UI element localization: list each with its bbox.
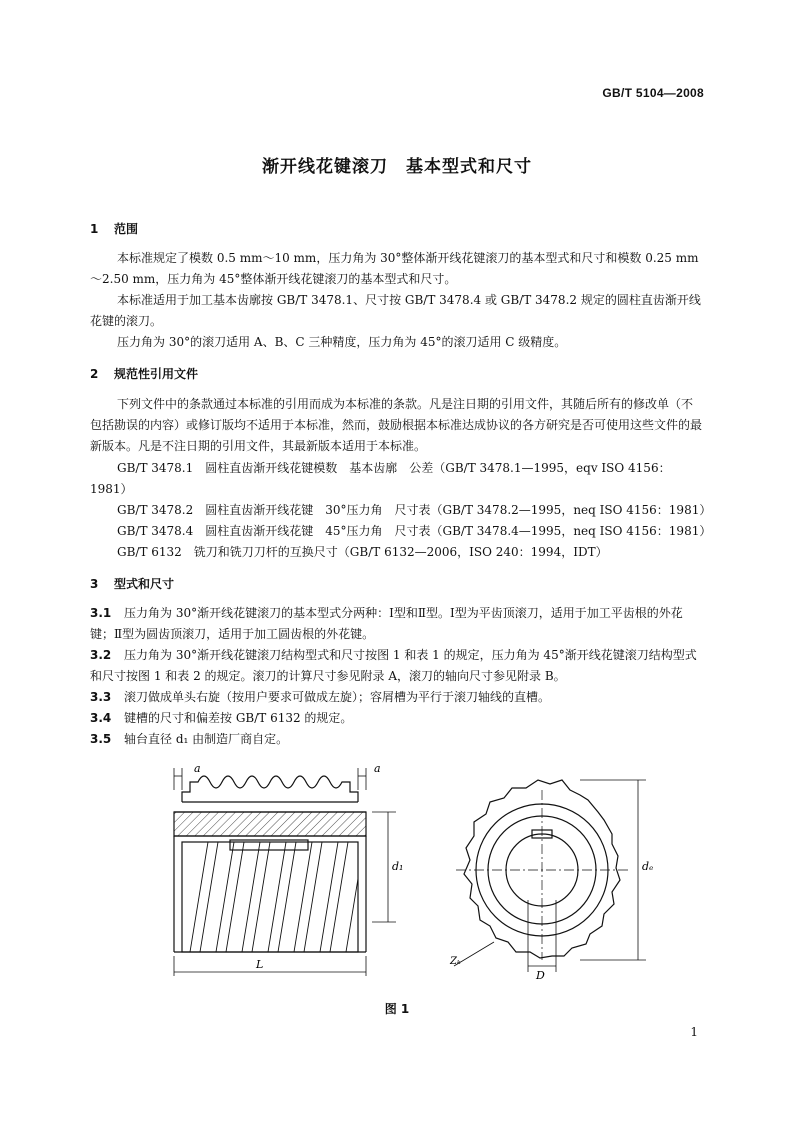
hob-front-view bbox=[456, 780, 628, 960]
clause-text: 压力角为 30°渐开线花键滚刀的基本型式分两种：Ⅰ型和Ⅱ型。Ⅰ型为平齿顶滚刀，适用于加工平齿根的外花键；Ⅱ型为圆齿顶滚刀，适用于加工圆齿根的外花键。 bbox=[90, 606, 683, 641]
clause-3-4 bbox=[90, 708, 704, 729]
clause-text: 滚刀做成单头右旋（按用户要求可做成左旋）；容屑槽为平行于滚刀轴线的直槽。 bbox=[124, 690, 551, 704]
hob-side-view bbox=[174, 776, 366, 952]
dim-label-zk: Zₖ bbox=[450, 956, 461, 967]
front-dimension-lines bbox=[454, 780, 646, 972]
clause-text: 键槽的尺寸和偏差按 GB/T 6132 的规定。 bbox=[124, 711, 353, 725]
clause-text: 压力角为 30°渐开线花键滚刀结构型式和尺寸按图 1 和表 1 的规定，压力角为 45°渐开线花键滚刀结构型式和尺寸按图 1 和表 2 的规定。滚刀的计算尺寸参见附录 A，滚刀的轴向尺寸参见附录 B。 bbox=[90, 648, 697, 683]
reference-item: GB/T 3478.2 圆柱直齿渐开线花键 30°压力角 尺寸表（GB/T 3478.2—1995，neq ISO 4156：1981） bbox=[117, 503, 712, 517]
clause-3-5 bbox=[90, 729, 704, 750]
standard-number: GB/T 5104—2008 bbox=[602, 86, 704, 100]
section-title: 型式和尺寸 bbox=[114, 577, 175, 591]
dim-label-D: D bbox=[536, 969, 545, 982]
clause-number: 3.1 bbox=[90, 606, 112, 620]
dim-label-a-right: a bbox=[374, 762, 381, 775]
clause-number: 3.3 bbox=[90, 690, 112, 704]
section-title: 范围 bbox=[114, 222, 139, 236]
page-number: 1 bbox=[690, 1025, 698, 1039]
reference-item: GB/T 6132 铣刀和铣刀刀杆的互换尺寸（GB/T 6132—2006，ISO 240：1994，IDT） bbox=[117, 545, 608, 559]
section-number: 3 bbox=[90, 577, 99, 591]
dim-label-a-left: a bbox=[194, 762, 201, 775]
clause-number: 3.5 bbox=[90, 732, 112, 746]
page-title: 渐开线花键滚刀 基本型式和尺寸 bbox=[262, 157, 532, 177]
scope-paragraph-2: 本标准适用于加工基本齿廓按 GB/T 3478.1、尺寸按 GB/T 3478.4 或 GB/T 3478.2 规定的圆柱直齿渐开线花键的滚刀。 bbox=[90, 293, 701, 328]
scope-paragraph-3: 压力角为 30°的滚刀适用 A、B、C 三种精度，压力角为 45°的滚刀适用 C 级精度。 bbox=[117, 335, 567, 349]
clause-3-1 bbox=[90, 603, 704, 645]
figure-caption: 图 1 bbox=[384, 1002, 410, 1016]
norm-refs-intro: 下列文件中的条款通过本标准的引用而成为本标准的条款。凡是注日期的引用文件，其随后所有的修改单（不包括勘误的内容）或修订版均不适用于本标准，然而，鼓励根据本标准达成协议的各方研究是否可使用这些文件的最新版本。凡是不注日期的引用文件，其最新版本适用于本标准。 bbox=[90, 397, 703, 453]
reference-item: GB/T 3478.1 圆柱直齿渐开线花键模数 基本齿廓 公差（GB/T 3478.1—1995，eqv ISO 4156：1981） bbox=[90, 461, 671, 496]
dim-label-L: L bbox=[256, 958, 264, 971]
dim-label-d1: d₁ bbox=[392, 860, 404, 873]
section-2-heading bbox=[90, 365, 198, 382]
clause-3-2 bbox=[90, 645, 704, 687]
section-number: 2 bbox=[90, 367, 99, 381]
clause-number: 3.4 bbox=[90, 711, 112, 725]
section-3-heading bbox=[90, 575, 174, 592]
scope-paragraph-1: 本标准规定了模数 0.5 mm～10 mm，压力角为 30°整体渐开线花键滚刀的基本型式和尺寸和模数 0.25 mm～2.50 mm，压力角为 45°整体渐开线花键滚刀的基本型式和尺寸。 bbox=[90, 251, 699, 286]
clause-number: 3.2 bbox=[90, 648, 112, 662]
dim-label-de: dₑ bbox=[642, 860, 654, 873]
clause-text: 轴台直径 d₁ 由制造厂商自定。 bbox=[124, 732, 289, 746]
figure-1-drawing bbox=[160, 760, 660, 990]
section-number: 1 bbox=[90, 222, 99, 236]
section-title: 规范性引用文件 bbox=[114, 367, 199, 381]
dimension-lines bbox=[174, 768, 396, 976]
reference-item: GB/T 3478.4 圆柱直齿渐开线花键 45°压力角 尺寸表（GB/T 3478.4—1995，neq ISO 4156：1981） bbox=[117, 524, 712, 538]
clause-3-3 bbox=[90, 687, 704, 708]
section-1-heading bbox=[90, 220, 138, 237]
